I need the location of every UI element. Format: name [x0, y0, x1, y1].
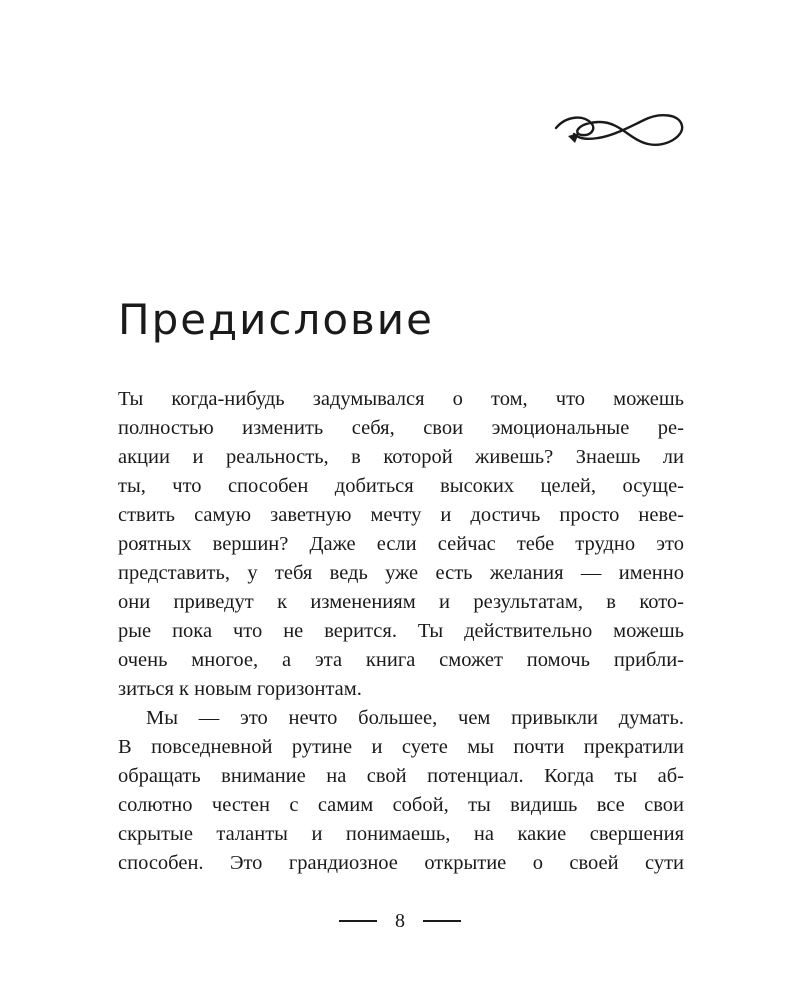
text-line: способен. Это грандиозное открытие о своей сути — [118, 852, 684, 874]
text-line: скрытые таланты и понимаешь, на какие свершения — [118, 823, 684, 845]
text-line: акции и реальность, в которой живешь? Знаешь ли — [118, 446, 684, 468]
text-line: зиться к новым горизонтам. — [118, 678, 362, 700]
page-title: Предисловие — [118, 295, 434, 344]
text-line: они приведут к изменениям и результатам, в кото- — [118, 591, 684, 613]
footer-rule-right — [423, 920, 461, 922]
paragraph — [118, 704, 684, 878]
body-text — [118, 385, 684, 878]
text-line: представить, у тебя ведь уже есть желания — именно — [118, 562, 684, 584]
text-line: Мы — это нечто большее, чем привыкли думать. — [146, 707, 684, 729]
text-line: обращать внимание на свой потенциал. Когда ты аб- — [118, 765, 684, 787]
text-line: очень многое, а эта книга сможет помочь прибли- — [118, 649, 684, 671]
footer-rule-left — [339, 920, 377, 922]
text-line: ты, что способен добиться высоких целей, осуще- — [118, 475, 684, 497]
page-number: 8 — [395, 910, 405, 932]
text-line: рые пока что не верится. Ты действительно можешь — [118, 620, 684, 642]
text-line: ствить самую заветную мечту и достичь просто неве- — [118, 504, 684, 526]
text-line: В повседневной рутине и суете мы почти прекратили — [118, 736, 684, 758]
paragraph — [118, 385, 684, 704]
text-line: Ты когда-нибудь задумывался о том, что можешь — [118, 388, 684, 410]
text-line: роятных вершин? Даже если сейчас тебе трудно это — [118, 533, 684, 555]
text-line: солютно честен с самим собой, ты видишь все свои — [118, 794, 684, 816]
text-line: полностью изменить себя, свои эмоциональные ре- — [118, 417, 684, 439]
page-footer — [0, 906, 800, 936]
infinity-arrow-flourish-icon — [548, 106, 688, 154]
